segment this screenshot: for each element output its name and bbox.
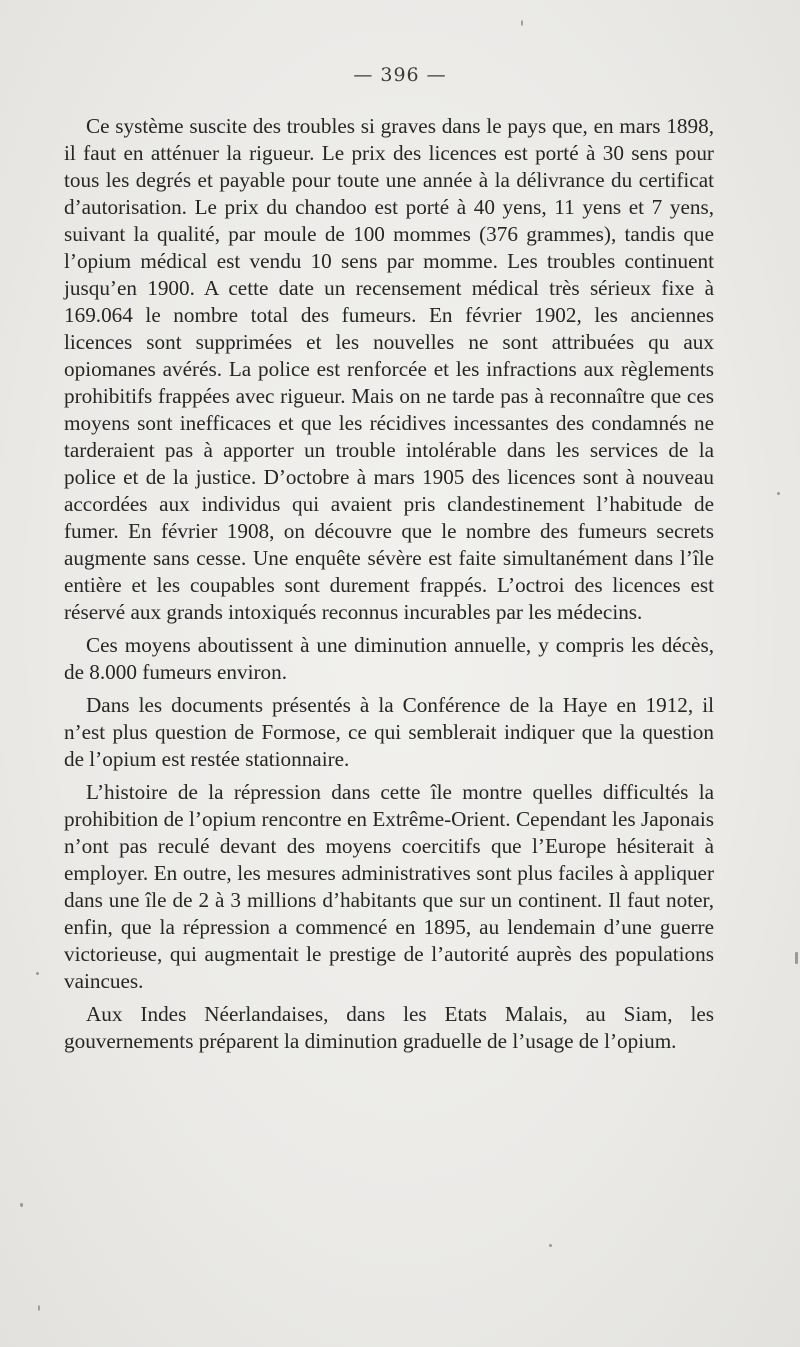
paragraph-diminution <box>64 632 714 686</box>
scan-speck <box>549 1244 552 1247</box>
paragraph-text: Ces moyens aboutissent à une diminution annuelle, y compris les décès, de 8.000 fumeurs environ. <box>64 633 714 684</box>
paragraph-text: Aux Indes Néerlandaises, dans les Etats Malais, au Siam, les gouvernements préparent la diminution graduelle de l’usage de l’opium. <box>64 1002 714 1053</box>
paragraph-conference-haye <box>64 692 714 773</box>
body-text <box>64 113 714 1061</box>
paragraph-indes-neerlandaises <box>64 1001 714 1055</box>
scan-speck <box>521 20 523 26</box>
paragraph-text: L’histoire de la répression dans cette île montre quelles difficultés la prohibition de l’opium rencontre en Extrême-Orient. Cependant les Japonais n’ont pas reculé devant des moyens coercitifs que l’Europe hésiterait à employer. En outre, les mesures administratives sont plus faciles à appliquer dans une île de 2 à 3 millions d’habitants que sur un continent. Il faut noter, enfin, que la répression a commencé en 1895, au lendemain d’une guerre victorieuse, qui augmentait le prestige de l’autorité auprès des populations vaincues. <box>64 780 714 993</box>
scan-speck <box>20 1203 23 1207</box>
scan-speck <box>36 972 39 975</box>
scan-speck <box>38 1305 40 1311</box>
paragraph-histoire-repression <box>64 779 714 995</box>
paragraph-formosa-licences <box>64 113 714 626</box>
page-number: — 396 — <box>353 64 447 86</box>
paragraph-text: Ce système suscite des troubles si graves dans le pays que, en mars 1898, il faut en atténuer la rigueur. Le prix des licences est porté à 30 sens pour tous les degrés et payable pour toute une année à la délivrance du certificat d’autorisation. Le prix du chandoo est porté à 40 yens, 11 yens et 7 yens, suivant la qualité, par moule de 100 mommes (376 grammes), tandis que l’opium médical est vendu 10 sens par momme. Les troubles continuent jusqu’en 1900. A cette date un recensement médical très sérieux fixe à 169.064 le nombre total des fumeurs. En février 1902, les anciennes licences sont supprimées et les nouvelles ne sont attribuées qu aux opiomanes avérés. La police est renforcée et les infractions aux règlements prohibitifs frappées avec rigueur. Mais on ne tarde pas à reconnaître que ces moyens sont inefficaces et que les récidives incessantes des condamnés ne tarderaient pas à apporter un trouble intolérable dans les services de la police et de la justice. D’octobre à mars 1905 des licences sont à nouveau accordées aux individus qui avaient pris clandestinement l’habitude de fumer. En février 1908, on découvre que le nombre des fumeurs secrets augmente sans cesse. Une enquête sévère est faite simultanément dans l’île entière et les coupables sont durement frappés. L’octroi des licences est réservé aux grands intoxiqués reconnus incurables par les médecins. <box>64 114 714 624</box>
paragraph-text: Dans les documents présentés à la Conférence de la Haye en 1912, il n’est plus question de Formose, ce qui semblerait indiquer que la question de l’opium est restée stationnaire. <box>64 693 714 771</box>
scan-speck <box>777 492 780 495</box>
scan-speck <box>795 952 798 964</box>
